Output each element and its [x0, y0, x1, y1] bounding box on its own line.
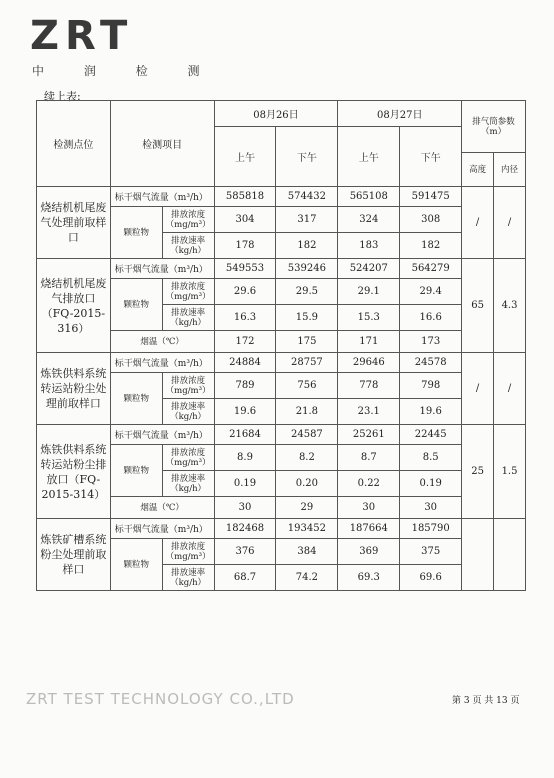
value-cell: 15.9	[276, 305, 338, 331]
company-name-cn: 中 润 检 测	[32, 64, 218, 78]
value-cell: 29.1	[338, 279, 400, 305]
company-logo: ZRT	[30, 13, 134, 59]
flow-label: 标干烟气流量（m³/h）	[110, 187, 214, 207]
value-cell: 15.3	[338, 305, 400, 331]
header-date1: 08月26日	[214, 101, 338, 127]
particle-label: 颗粒物	[110, 445, 162, 497]
height-value: /	[462, 353, 494, 425]
value-cell: 173	[400, 331, 462, 353]
value-cell: 29646	[338, 353, 400, 373]
value-cell: 375	[400, 539, 462, 565]
site-cell: 炼铁供料系统转运站粉尘排放口（FQ-2015-314）	[37, 425, 111, 519]
value-cell: 574432	[276, 187, 338, 207]
flow-label: 标干烟气流量（m³/h）	[110, 259, 214, 279]
value-cell: 524207	[338, 259, 400, 279]
rate-label: 排放速率（kg/h）	[162, 305, 214, 331]
value-cell: 24884	[214, 353, 276, 373]
height-value: 25	[462, 425, 494, 519]
value-cell: 591475	[400, 187, 462, 207]
value-cell: 30	[338, 497, 400, 519]
diameter-value: 4.3	[494, 259, 526, 353]
value-cell: 0.20	[276, 471, 338, 497]
value-cell: 24587	[276, 425, 338, 445]
value-cell: 539246	[276, 259, 338, 279]
value-cell: 182	[400, 233, 462, 259]
value-cell: 565108	[338, 187, 400, 207]
particle-label: 颗粒物	[110, 373, 162, 425]
header-site: 检测点位	[37, 101, 111, 187]
value-cell: 29.6	[214, 279, 276, 305]
value-cell: 24578	[400, 353, 462, 373]
value-cell: 182468	[214, 519, 276, 539]
value-cell: 30	[400, 497, 462, 519]
diameter-value: /	[494, 187, 526, 259]
conc-label: 排放浓度（mg/m³）	[162, 279, 214, 305]
value-cell: 564279	[400, 259, 462, 279]
header-diameter: 内径	[494, 153, 526, 187]
emission-table	[36, 100, 526, 591]
value-cell: 21684	[214, 425, 276, 445]
continued-label: 续上表:	[44, 90, 81, 103]
value-cell: 304	[214, 207, 276, 233]
temp-label: 烟温（℃）	[110, 331, 214, 353]
value-cell: 789	[214, 373, 276, 399]
value-cell: 778	[338, 373, 400, 399]
value-cell: 0.22	[338, 471, 400, 497]
value-cell: 193452	[276, 519, 338, 539]
value-cell: 0.19	[400, 471, 462, 497]
header-am1: 上午	[214, 127, 276, 187]
header-pm2: 下午	[400, 127, 462, 187]
value-cell: 384	[276, 539, 338, 565]
value-cell: 68.7	[214, 565, 276, 591]
header-height: 高度	[462, 153, 494, 187]
value-cell: 21.8	[276, 399, 338, 425]
value-cell: 175	[276, 331, 338, 353]
header-item: 检测项目	[110, 101, 214, 187]
page-number: 第 3 页 共 13 页	[452, 696, 520, 706]
site-cell: 烧结机机尾废气处理前取样口	[37, 187, 111, 259]
flow-label: 标干烟气流量（m³/h）	[110, 519, 214, 539]
value-cell: 0.19	[214, 471, 276, 497]
diameter-value	[494, 519, 526, 591]
rate-label: 排放速率（kg/h）	[162, 233, 214, 259]
conc-label: 排放浓度（mg/m³）	[162, 539, 214, 565]
value-cell: 183	[338, 233, 400, 259]
diameter-value: /	[494, 353, 526, 425]
flow-label: 标干烟气流量（m³/h）	[110, 353, 214, 373]
rate-label: 排放速率（kg/h）	[162, 471, 214, 497]
value-cell: 74.2	[276, 565, 338, 591]
value-cell: 585818	[214, 187, 276, 207]
value-cell: 22445	[400, 425, 462, 445]
value-cell: 30	[214, 497, 276, 519]
value-cell: 172	[214, 331, 276, 353]
particle-label: 颗粒物	[110, 539, 162, 591]
value-cell: 182	[276, 233, 338, 259]
value-cell: 308	[400, 207, 462, 233]
value-cell: 25261	[338, 425, 400, 445]
header-am2: 上午	[338, 127, 400, 187]
value-cell: 178	[214, 233, 276, 259]
footer-brand: ZRT TEST TECHNOLOGY CO.,LTD	[26, 690, 295, 708]
value-cell: 29	[276, 497, 338, 519]
value-cell: 317	[276, 207, 338, 233]
height-value: /	[462, 187, 494, 259]
particle-label: 颗粒物	[110, 207, 162, 259]
value-cell: 8.2	[276, 445, 338, 471]
height-value: 65	[462, 259, 494, 353]
height-value	[462, 519, 494, 591]
value-cell: 798	[400, 373, 462, 399]
value-cell: 69.6	[400, 565, 462, 591]
flow-label: 标干烟气流量（m³/h）	[110, 425, 214, 445]
temp-label: 烟温（℃）	[110, 497, 214, 519]
value-cell: 171	[338, 331, 400, 353]
value-cell: 69.3	[338, 565, 400, 591]
value-cell: 185790	[400, 519, 462, 539]
value-cell: 549553	[214, 259, 276, 279]
header-pm1: 下午	[276, 127, 338, 187]
value-cell: 376	[214, 539, 276, 565]
value-cell: 16.6	[400, 305, 462, 331]
value-cell: 8.9	[214, 445, 276, 471]
diameter-value: 1.5	[494, 425, 526, 519]
header-date2: 08月27日	[338, 101, 462, 127]
value-cell: 369	[338, 539, 400, 565]
header-exhaust: 排气筒参数（m）	[462, 101, 526, 153]
value-cell: 187664	[338, 519, 400, 539]
value-cell: 28757	[276, 353, 338, 373]
site-cell: 炼铁矿槽系统粉尘处理前取样口	[37, 519, 111, 591]
value-cell: 756	[276, 373, 338, 399]
value-cell: 8.7	[338, 445, 400, 471]
rate-label: 排放速率（kg/h）	[162, 399, 214, 425]
particle-label: 颗粒物	[110, 279, 162, 331]
conc-label: 排放浓度（mg/m³）	[162, 373, 214, 399]
value-cell: 8.5	[400, 445, 462, 471]
value-cell: 29.5	[276, 279, 338, 305]
value-cell: 29.4	[400, 279, 462, 305]
site-cell: 炼铁供料系统转运站粉尘处理前取样口	[37, 353, 111, 425]
value-cell: 19.6	[214, 399, 276, 425]
value-cell: 19.6	[400, 399, 462, 425]
value-cell: 324	[338, 207, 400, 233]
conc-label: 排放浓度（mg/m³）	[162, 207, 214, 233]
conc-label: 排放浓度（mg/m³）	[162, 445, 214, 471]
value-cell: 23.1	[338, 399, 400, 425]
value-cell: 16.3	[214, 305, 276, 331]
site-cell: 烧结机机尾废气排放口（FQ-2015-316）	[37, 259, 111, 353]
rate-label: 排放速率（kg/h）	[162, 565, 214, 591]
